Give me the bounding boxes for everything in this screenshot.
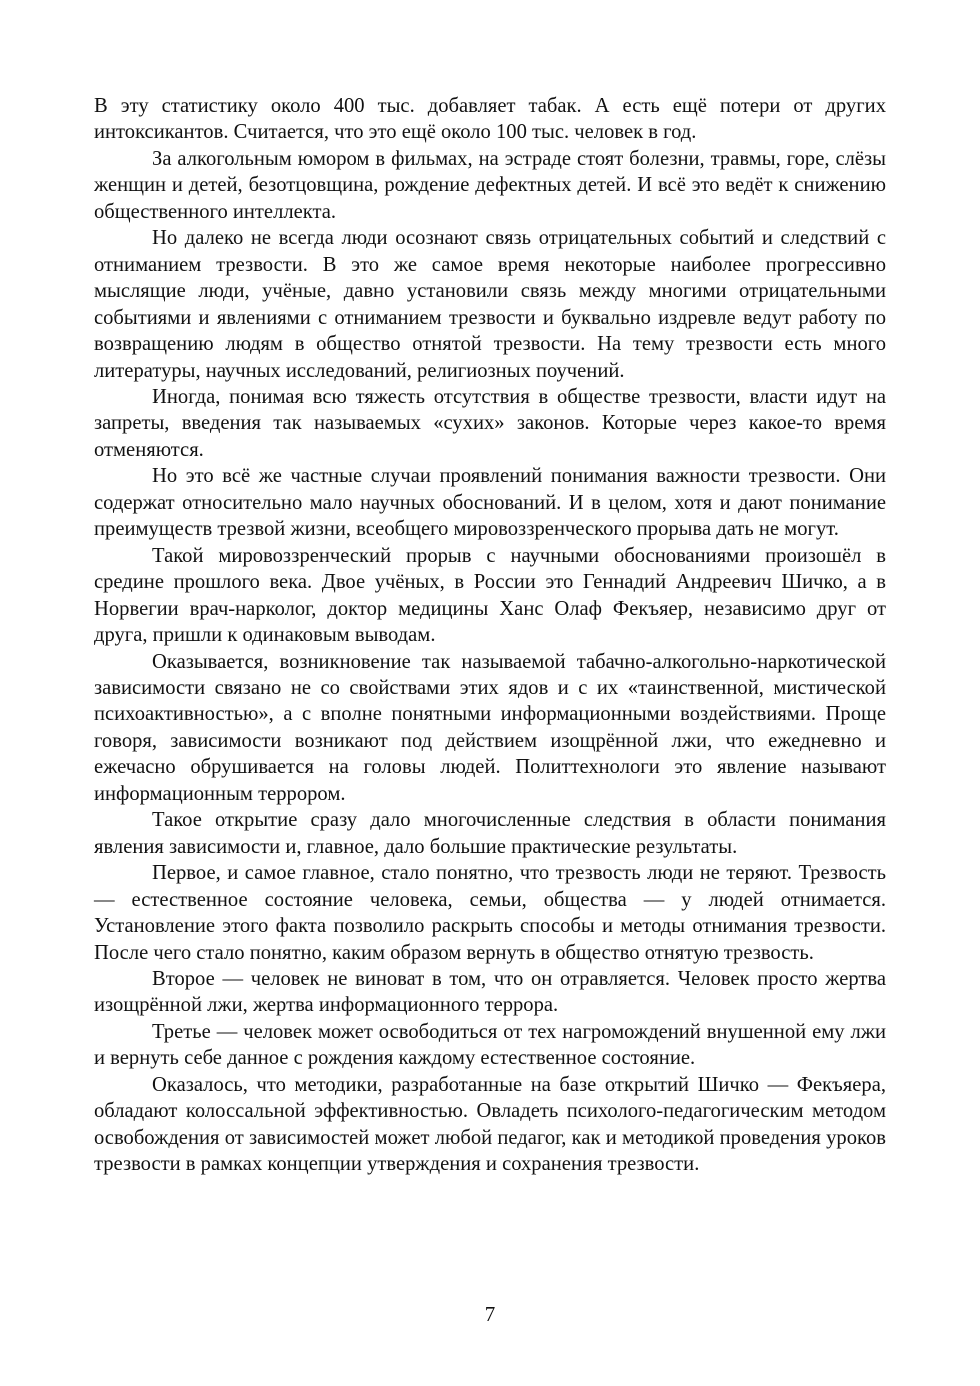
paragraph: Но далеко не всегда люди осознают связь отрицательных событий и следствий с отниманием трезвости. В это же самое время некоторые наиболее прогрессивно мыслящие люди, учёные, давно установили связь между многими отрицательными событиями и явлениями с отниманием трезвости и буквально издревле ведут работу по возвращению людям в общество отнятой трезвости. На тему трезвости есть много литературы, научных исследований, религиозных поучений. xyxy=(94,227,886,382)
page-body xyxy=(94,93,886,1178)
paragraph: Такой мировоззренческий прорыв с научными обоснованиями произошёл в средине прошлого века. Двое учёных, в России это Геннадий Андреевич Шичко, а в Норвегии врач-нарколог, доктор медицины Ханс Олаф Фекъяер, независимо друг от друга, пришли к одинаковым выводам. xyxy=(94,544,886,647)
paragraph: Первое, и самое главное, стало понятно, что трезвость люди не теряют. Трезвость — естественное состояние человека, семьи, общества — у людей отнимается. Установление этого факта позволило раскрыть способы и методы отнимания трезвости. После чего стало понятно, каким образом вернуть в общество отнятую трезвость. xyxy=(94,862,886,964)
paragraph: Третье — человек может освободиться от тех нагромождений внушенной ему лжи и вернуть себе данное с рождения каждому естественное состояние. xyxy=(94,1020,886,1070)
paragraph: Такое открытие сразу дало многочисленные следствия в области понимания явления зависимости и, главное, дало большие практические результаты. xyxy=(94,809,886,858)
paragraph: Оказывается, возникновение так называемой табачно-алкогольно-наркотической зависимости связано не со свойствами этих ядов и с их «таинственной, мистической психоактивностью», а с вполне понятными информационными воздействиями. Проще говоря, зависимости возникают под действием изощрённой лжи, что ежедневно и ежечасно обрушивается на головы людей. Политтехнологи это явление называют информационным террором. xyxy=(94,650,886,805)
paragraph: За алкогольным юмором в фильмах, на эстраде стоят болезни, травмы, горе, слёзы женщин и детей, безотцовщина, рождение дефектных детей. И всё это ведёт к снижению общественного интеллекта. xyxy=(94,147,886,223)
paragraph: Иногда, понимая всю тяжесть отсутствия в обществе трезвости, власти идут на запреты, введения так называемых «сухих» законов. Которые через какое-то время отменяются. xyxy=(94,385,886,461)
paragraph: Второе — человек не виноват в том, что он отравляется. Человек просто жертва изощрённой лжи, жертва информационного террора. xyxy=(94,967,886,1017)
paragraph: Оказалось, что методики, разработанные на базе открытий Шичко — Фекъяера, обладают колоссальной эффективностью. Овладеть психолого-педагогическим методом освобождения от зависимостей может любой педагог, как и методикой проведения уроков трезвости в рамках концепции утверждения и сохранения трезвости. xyxy=(94,1073,886,1176)
page-number: 7 xyxy=(484,1302,496,1326)
paragraph: В эту статистику около 400 тыс. добавляет табак. А есть ещё потери от других интоксикантов. Считается, что это ещё около 100 тыс. человек в год. xyxy=(94,95,886,144)
paragraph: Но это всё же частные случаи проявлений понимания важности трезвости. Они содержат относительно мало научных обоснований. И в целом, хотя и дают понимание преимуществ трезвой жизни, всеобщего мировоззренческого прорыва дать не могут. xyxy=(94,465,886,541)
